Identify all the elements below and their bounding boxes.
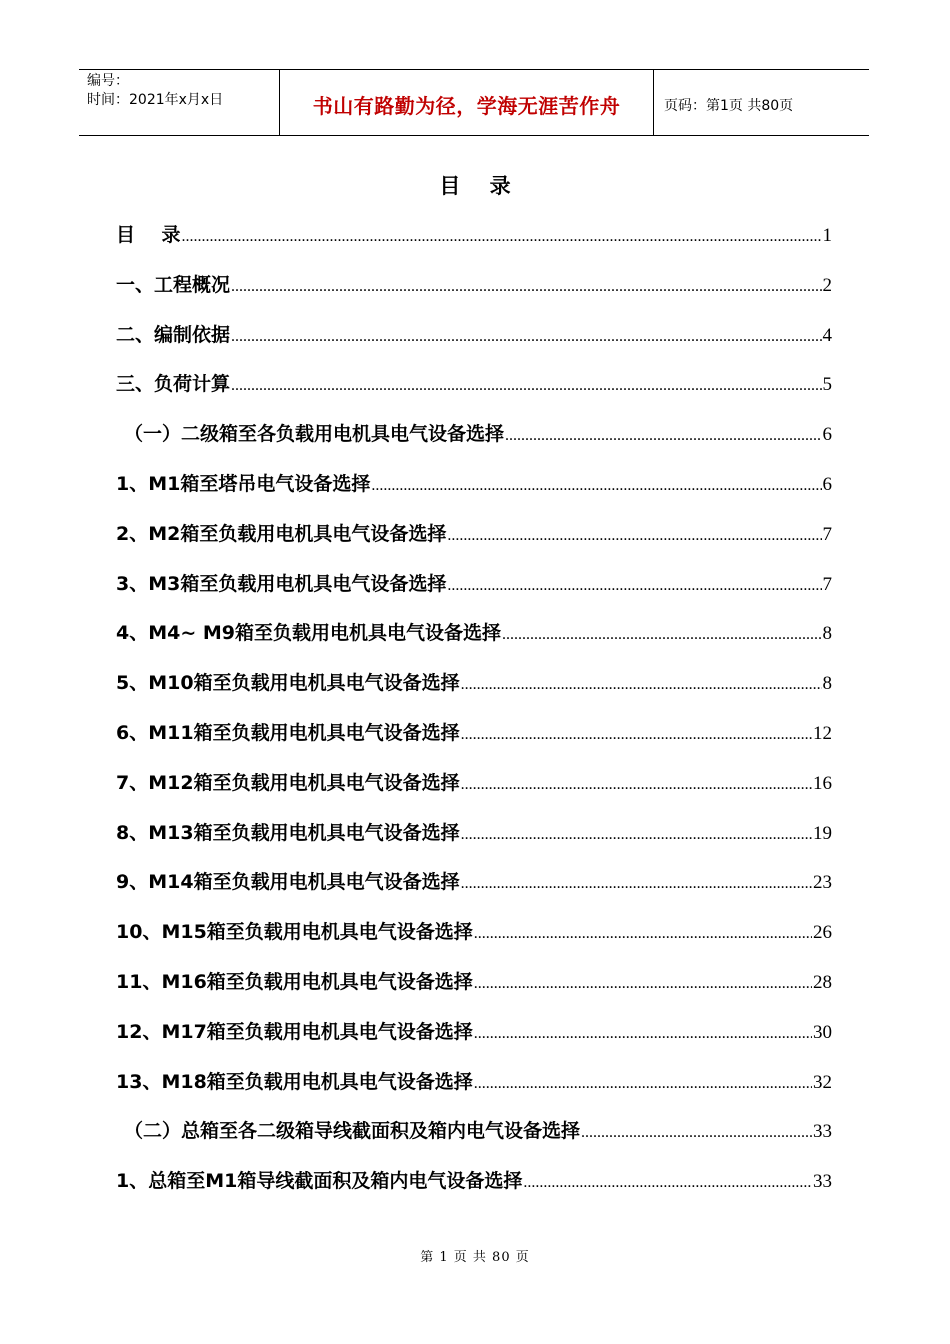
toc-leader-dots <box>461 668 822 702</box>
toc-entry-label: 12、M17箱至负载用电机具电气设备选择 <box>116 1020 473 1043</box>
toc-leader-dots <box>371 469 821 503</box>
toc-entry-label: 6、M11箱至负载用电机具电气设备选择 <box>116 721 460 744</box>
toc-entry-page: 28 <box>813 971 832 993</box>
toc-entry-page: 32 <box>813 1071 832 1093</box>
header-meta <box>79 70 280 135</box>
toc-entry-m4-m9[interactable] <box>116 616 832 666</box>
toc-entry-label: 5、M10箱至负载用电机具电气设备选择 <box>116 672 460 695</box>
toc-entry-section-2[interactable] <box>116 1114 832 1164</box>
toc-leader-dots <box>231 369 821 403</box>
toc-entry-m3[interactable] <box>116 567 832 617</box>
toc-entry-section-1[interactable] <box>116 417 832 467</box>
toc-entry-page: 1 <box>822 225 832 246</box>
toc-entry-page: 12 <box>813 722 832 744</box>
toc-entry-m16[interactable] <box>116 965 832 1015</box>
toc-entry-m15[interactable] <box>116 915 832 965</box>
toc-entry-page: 7 <box>822 523 832 545</box>
toc-entry-label: 3、M3箱至负载用电机具电气设备选择 <box>116 572 447 595</box>
toc-entry-label: 7、M12箱至负载用电机具电气设备选择 <box>116 771 460 794</box>
toc-entry-m11[interactable] <box>116 716 832 766</box>
toc-entry-label: 2、M2箱至负载用电机具电气设备选择 <box>116 522 447 545</box>
toc-entry-page: 33 <box>813 1121 832 1143</box>
toc-entry-page: 6 <box>822 473 832 495</box>
toc-entry-label: 一、工程概况 <box>116 273 231 296</box>
toc-entry-label: 4、M4~ M9箱至负载用电机具电气设备选择 <box>116 622 502 645</box>
toc-entry-page: 26 <box>813 922 832 944</box>
toc-leader-dots <box>581 1116 812 1150</box>
toc-entry-page: 8 <box>822 673 832 695</box>
toc-entry-m14[interactable] <box>116 865 832 915</box>
toc-leader-dots <box>474 1017 812 1051</box>
toc-entry-label: 10、M15箱至负载用电机具电气设备选择 <box>116 921 473 944</box>
toc-leader-dots <box>461 867 812 901</box>
toc-entry-label: 8、M13箱至负载用电机具电气设备选择 <box>116 821 460 844</box>
header-page-info: 页码：第1页 共80页 <box>664 97 794 114</box>
toc-entry-load-calc[interactable] <box>116 367 832 417</box>
toc-entry-page: 8 <box>822 623 832 645</box>
toc-entry-label: 1、M1箱至塔吊电气设备选择 <box>116 472 371 495</box>
toc-leader-dots <box>461 718 812 752</box>
toc-entry-page: 16 <box>813 772 832 794</box>
toc-leader-dots <box>474 967 812 1001</box>
toc-leader-dots <box>447 519 821 553</box>
toc-entry-m17[interactable] <box>116 1015 832 1065</box>
toc-entry-m1[interactable] <box>116 467 832 517</box>
toc-leader-dots <box>231 270 821 304</box>
toc-entry-page: 6 <box>822 424 832 446</box>
toc-leader-dots <box>474 1067 812 1101</box>
document-time: 时间：2021年x月x日 <box>87 92 224 108</box>
toc-entry-label: 1、总箱至M1箱导线截面积及箱内电气设备选择 <box>116 1170 523 1193</box>
toc-entry-m12[interactable] <box>116 766 832 816</box>
toc-leader-dots <box>231 320 821 354</box>
toc-entry-label: （一）二级箱至各负载用电机具电气设备选择 <box>124 423 505 446</box>
toc-entry-m18[interactable] <box>116 1065 832 1115</box>
toc-leader-dots <box>181 220 821 254</box>
toc-leader-dots <box>474 917 812 951</box>
toc-entry-label: 三、负荷计算 <box>116 373 231 396</box>
toc-entry-label: 13、M18箱至负载用电机具电气设备选择 <box>116 1070 473 1093</box>
toc-entry-label: 11、M16箱至负载用电机具电气设备选择 <box>116 970 473 993</box>
toc-title: 目 录 <box>439 174 511 198</box>
toc-entry-project-overview[interactable] <box>116 268 832 318</box>
toc-entry-label: （二）总箱至各二级箱导线截面积及箱内电气设备选择 <box>124 1120 581 1143</box>
document-number-label: 编号： <box>87 73 129 89</box>
toc-leader-dots <box>505 419 821 453</box>
toc-entry-page: 7 <box>822 573 832 595</box>
toc-entry-page: 5 <box>822 374 832 396</box>
toc-entry-main-to-m1[interactable] <box>116 1164 832 1214</box>
toc-entry-page: 23 <box>813 872 832 894</box>
toc-entry-m10[interactable] <box>116 666 832 716</box>
toc-leader-dots <box>461 818 812 852</box>
toc-leader-dots <box>523 1166 812 1200</box>
toc-entry-basis[interactable] <box>116 318 832 368</box>
page-footer: 第 1 页 共 80 页 <box>420 1250 530 1265</box>
toc-leader-dots <box>502 618 821 652</box>
toc-entry-m2[interactable] <box>116 517 832 567</box>
toc-entry-page: 33 <box>813 1171 832 1193</box>
toc-leader-dots <box>447 569 821 603</box>
toc-entry-contents[interactable] <box>116 218 832 268</box>
toc-entry-label: 二、编制依据 <box>116 323 231 346</box>
toc-entry-label: 9、M14箱至负载用电机具电气设备选择 <box>116 871 460 894</box>
toc-entry-label: 目 录 <box>116 224 181 246</box>
toc-entry-page: 2 <box>822 274 832 296</box>
header-motto-cell <box>280 70 654 135</box>
toc-entry-page: 19 <box>813 822 832 844</box>
header-motto: 书山有路勤为径，学海无涯苦作舟 <box>312 94 621 118</box>
table-of-contents <box>116 218 832 1214</box>
toc-leader-dots <box>461 768 812 802</box>
toc-entry-m13[interactable] <box>116 816 832 866</box>
toc-entry-page: 30 <box>813 1021 832 1043</box>
toc-entry-page: 4 <box>822 324 832 346</box>
page-header <box>79 69 869 136</box>
